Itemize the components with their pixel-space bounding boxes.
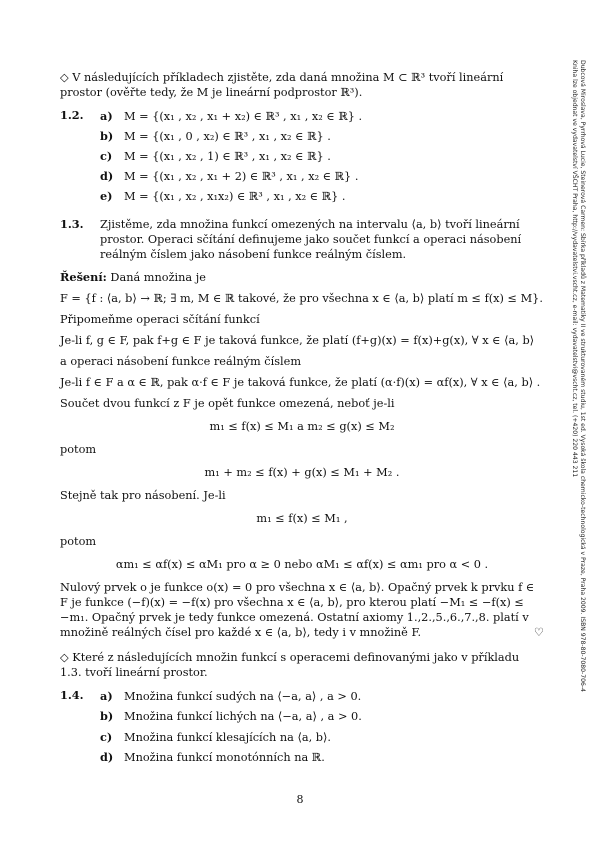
example-text: Zjistěme, zda množina funkcí omezených na intervalu ⟨a, b⟩ tvoří lineární prostor. Operaci sčítání definujeme jako součet funkcí a operaci násobení reálným číslem jako násobení funkce reálným číslem.: [100, 218, 522, 262]
sidebar-ordering-info: Kniha lze objednat ve vydavatelství VŠCHT Praha, http://vydavatelstvi.vscht.cz, e-mail: vydavatelstvi@vscht.cz, tel. (+420) 220 443 211: [571, 60, 578, 478]
sidebar-citation: Dubcová Miroslava, Pyrrhová Lucie, Steinerová Carmen: Sbírka příkladů z Matematiky II ve strukturovaném studiu, 1st ed. Vysoká škola chemicko-technologická v Praze, Praha 2009. ISBN 978-80-7080-706-4: [579, 60, 586, 692]
closing-paragraph: [60, 580, 544, 640]
set-definition: F = {f : ⟨a, b⟩ → ℝ; ∃ m, M ∈ ℝ takové, že pro všechna x ∈ ⟨a, b⟩ platí m ≤ f(x) ≤ M}.: [60, 292, 543, 306]
recall-multiplication: a operaci násobení funkce reálným číslem: [60, 355, 302, 369]
closing-text: Nulový prvek o je funkce o(x) = 0 pro všechna x ∈ ⟨a, b⟩. Opačný prvek k prvku f ∈ F je funkce (−f)(x) = −f(x) pro všechna x ∈ ⟨a, b⟩, pro kterou platí −M₁ ≤ −f(x) ≤ −m₁. Opačný prvek je tedy funkce omezená. Ostatní axiomy 1.,2.,5.,6.,7.,8. platí v množině reálných čísel pro každé x ∈ ⟨a, b⟩, tedy i v množině F.: [60, 581, 535, 640]
item-label: c): [100, 729, 113, 744]
list-item: [100, 149, 544, 164]
item-label: d): [100, 169, 114, 184]
list-item: [100, 709, 544, 724]
equation-bounds: m₁ ≤ f(x) ≤ M₁ a m₂ ≤ g(x) ≤ M₂: [209, 420, 395, 434]
recall-addition: Připomeňme operaci sčítání funkcí: [60, 313, 260, 327]
item-text: Množina funkcí monotónních na ℝ.: [124, 750, 325, 764]
item-label: b): [100, 709, 114, 724]
example-1-4: [60, 688, 544, 769]
item-text: Množina funkcí klesajících na ⟨a, b⟩.: [124, 730, 332, 744]
then-text: potom: [60, 535, 97, 549]
equation-sum: m₁ + m₂ ≤ f(x) + g(x) ≤ M₁ + M₂ .: [204, 466, 400, 480]
publisher-sidebar: [571, 60, 590, 780]
list-item: [100, 109, 544, 124]
equation-single-bound: m₁ ≤ f(x) ≤ M₁ ,: [256, 512, 348, 526]
example-1-3: [60, 217, 544, 262]
end-of-solution-icon: ♡: [533, 626, 544, 640]
list-item: [100, 750, 544, 765]
item-text: M = {(x₁ , x₂ , x₁ + 2) ∈ ℝ³ , x₁ , x₂ ∈ ℝ} .: [124, 170, 359, 184]
equation-scaled: αm₁ ≤ αf(x) ≤ αM₁ pro α ≥ 0 nebo αM₁ ≤ αf(x) ≤ αm₁ pro α < 0 .: [115, 558, 489, 572]
item-text: Množina funkcí sudých na ⟨−a, a⟩ , a > 0.: [124, 690, 362, 704]
addition-definition: Je-li f, g ∈ F, pak f+g ∈ F je taková funkce, že platí (f+g)(x) = f(x)+g(x), ∀ x ∈ ⟨a, b⟩: [60, 334, 535, 348]
item-text: M = {(x₁ , x₂ , 1) ∈ ℝ³ , x₁ , x₂ ∈ ℝ} .: [124, 150, 331, 164]
item-label: b): [100, 129, 114, 144]
multiplication-definition: Je-li f ∈ F a α ∈ ℝ, pak α·f ∈ F je taková funkce, že platí (α·f)(x) = αf(x), ∀ x ∈ ⟨a, b⟩ .: [60, 376, 541, 390]
solution-label: Řešení:: [60, 270, 107, 285]
example-number: 1.4.: [60, 688, 84, 703]
intro-exercise-set-1: ◇ V následujících příkladech zjistěte, zda daná množina M ⊂ ℝ³ tvoří lineární prostor (ověřte tedy, že M je lineární podprostor ℝ³).: [60, 71, 504, 100]
example-items: [100, 688, 544, 769]
example-1-2: [60, 108, 544, 209]
list-item: [100, 189, 544, 204]
intro-exercise-set-2: ◇ Které z následujících množin funkcí s operacemi definovanými jako v příkladu 1.3. tvoří lineární prostor.: [60, 651, 520, 680]
solution-lead: Daná množina je: [106, 271, 206, 285]
page-content: [60, 70, 544, 770]
item-label: a): [100, 109, 113, 124]
list-item: [100, 730, 544, 745]
sum-bounded-text: Součet dvou funkcí z F je opět funkce omezená, neboť je-li: [60, 397, 395, 411]
example-number: 1.3.: [60, 217, 84, 232]
item-label: c): [100, 149, 113, 164]
item-label: a): [100, 689, 113, 704]
list-item: [100, 129, 544, 144]
then-text: potom: [60, 443, 97, 457]
item-text: M = {(x₁ , x₂ , x₁x₂) ∈ ℝ³ , x₁ , x₂ ∈ ℝ} .: [124, 190, 346, 204]
list-item: [100, 689, 544, 704]
example-number: 1.2.: [60, 108, 84, 123]
item-label: d): [100, 749, 114, 764]
item-label: e): [100, 189, 113, 204]
page-number: 8: [296, 793, 304, 806]
list-item: [100, 169, 544, 184]
item-text: Množina funkcí lichých na ⟨−a, a⟩ , a > 0.: [124, 710, 362, 724]
example-items: [100, 108, 544, 209]
item-text: M = {(x₁ , x₂ , x₁ + x₂) ∈ ℝ³ , x₁ , x₂ ∈ ℝ} .: [124, 110, 363, 124]
item-text: M = {(x₁ , 0 , x₂) ∈ ℝ³ , x₁ , x₂ ∈ ℝ} .: [124, 130, 331, 144]
solution-intro: [60, 270, 544, 285]
same-for-multiplication: Stejně tak pro násobení. Je-li: [60, 489, 226, 503]
